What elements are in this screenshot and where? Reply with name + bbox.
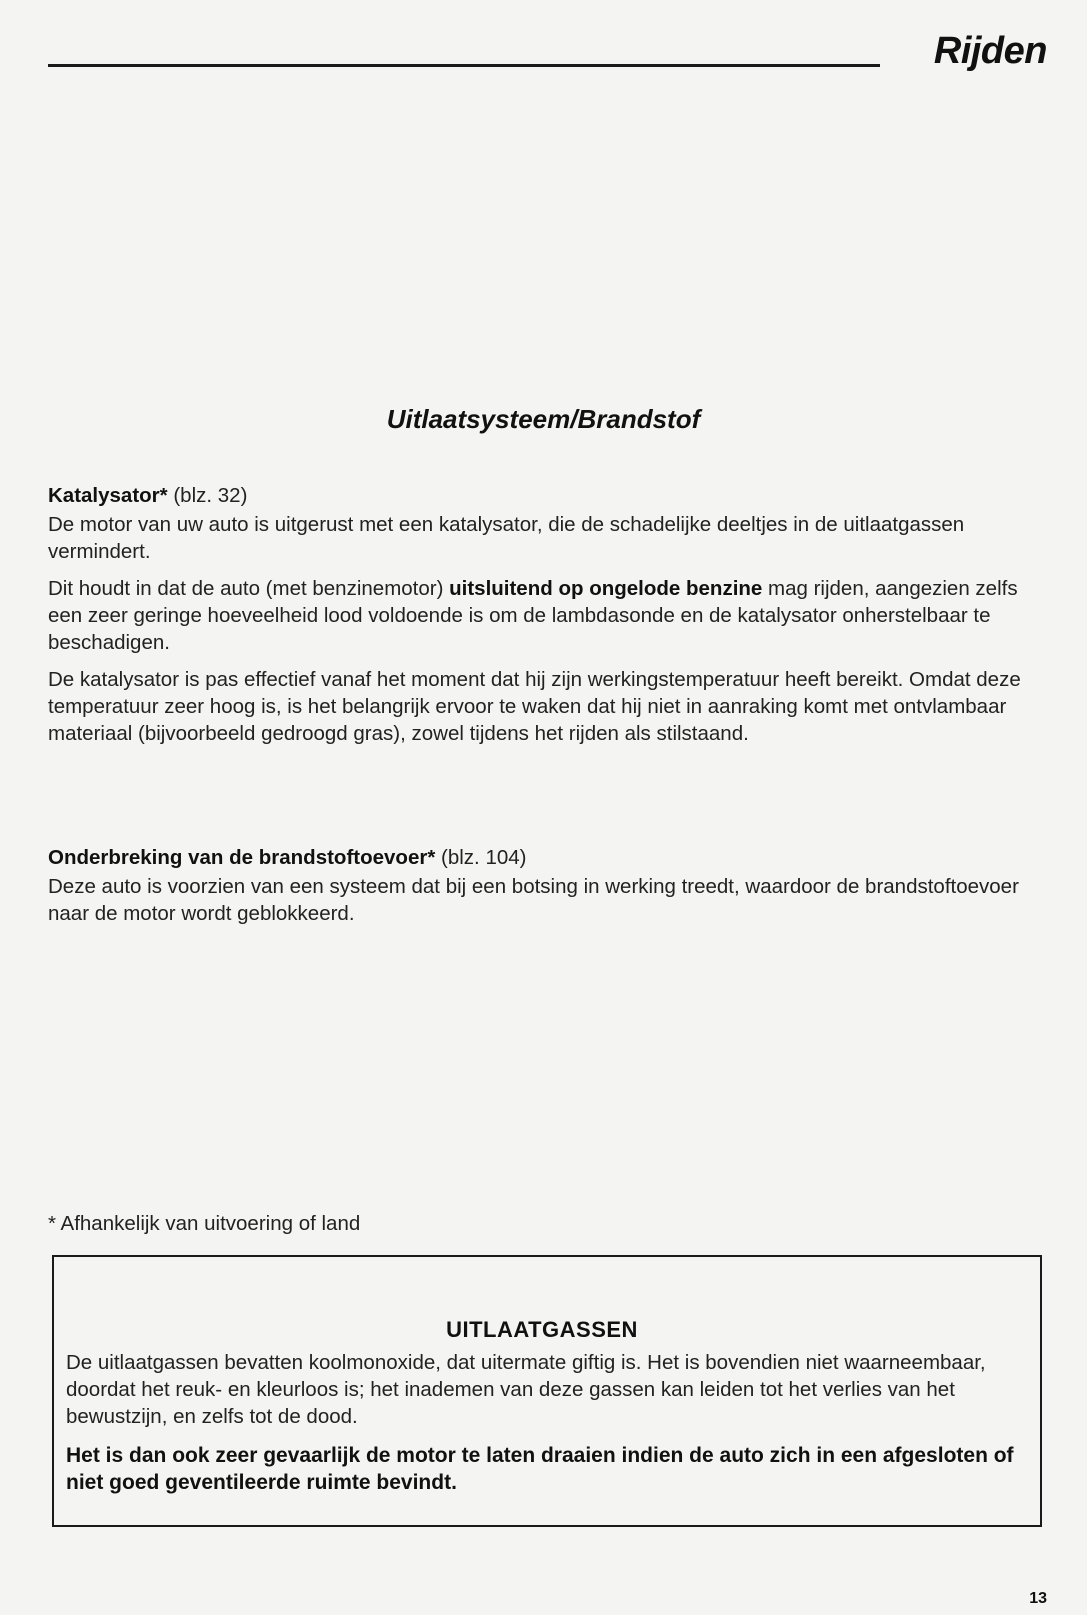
onderbreking-section (48, 844, 1048, 937)
page-number: 13 (1029, 1590, 1047, 1607)
warning-emphasis: Het is dan ook zeer gevaarlijk de motor te laten draaien indien de auto zich in een afgesloten of niet goed geventileerde ruimte bevindt. (66, 1444, 1014, 1494)
onderbreking-heading-line (48, 844, 1048, 871)
katalysator-p2-end: mag rijden, aangezien zelfs een zeer geringe hoeveelheid lood voldoende is om de lambdasonde en de katalysator onherstelbaar te beschadigen. (48, 577, 1018, 654)
katalysator-paragraph-1: De motor van uw auto is uitgerust met een katalysator, die de schadelijke deeltjes in de uitlaatgassen vermindert. (48, 513, 965, 563)
katalysator-p2-emphasis: uitsluitend op ongelode benzine (449, 577, 763, 600)
katalysator-heading: Katalysator* (48, 484, 168, 507)
katalysator-page-ref: (blz. 32) (173, 484, 248, 507)
katalysator-paragraph-2 (48, 575, 1048, 656)
warning-text: De uitlaatgassen bevatten koolmonoxide, dat uitermate giftig is. Het is bovendien niet waarneembaar, doordat het reuk- en kleurloos is; het inademen van deze gassen kan leiden tot het verlies van het bewustzijn, en zelfs tot de dood. (66, 1351, 986, 1428)
footnote: * Afhankelijk van uitvoering of land (48, 1212, 361, 1235)
section-title: Uitlaatsysteem/Brandstof (386, 404, 701, 434)
warning-title: UITLAATGASSEN (446, 1317, 638, 1342)
katalysator-p2-start: Dit houdt in dat de auto (met benzinemotor) (48, 577, 450, 600)
onderbreking-page-ref: (blz. 104) (441, 846, 527, 869)
warning-box (52, 1255, 1042, 1527)
katalysator-section (48, 482, 1048, 757)
katalysator-heading-line (48, 482, 1048, 509)
chapter-title: Rijden (933, 30, 1047, 72)
katalysator-paragraph-3: De katalysator is pas effectief vanaf het moment dat hij zijn werkingstemperatuur heeft bereikt. Omdat deze temperatuur zeer hoog is, is het belangrijk ervoor te waken dat hij niet in aanraking komt met ontvlambaar materiaal (bijvoorbeeld gedroogd gras), zowel tijdens het rijden als stilstaand. (48, 668, 1021, 745)
onderbreking-paragraph-1: Deze auto is voorzien van een systeem dat bij een botsing in werking treedt, waardoor de brandstoftoevoer naar de motor wordt geblokkeerd. (48, 875, 1019, 925)
header-rule (48, 64, 880, 67)
onderbreking-heading: Onderbreking van de brandstoftoevoer* (48, 846, 436, 869)
